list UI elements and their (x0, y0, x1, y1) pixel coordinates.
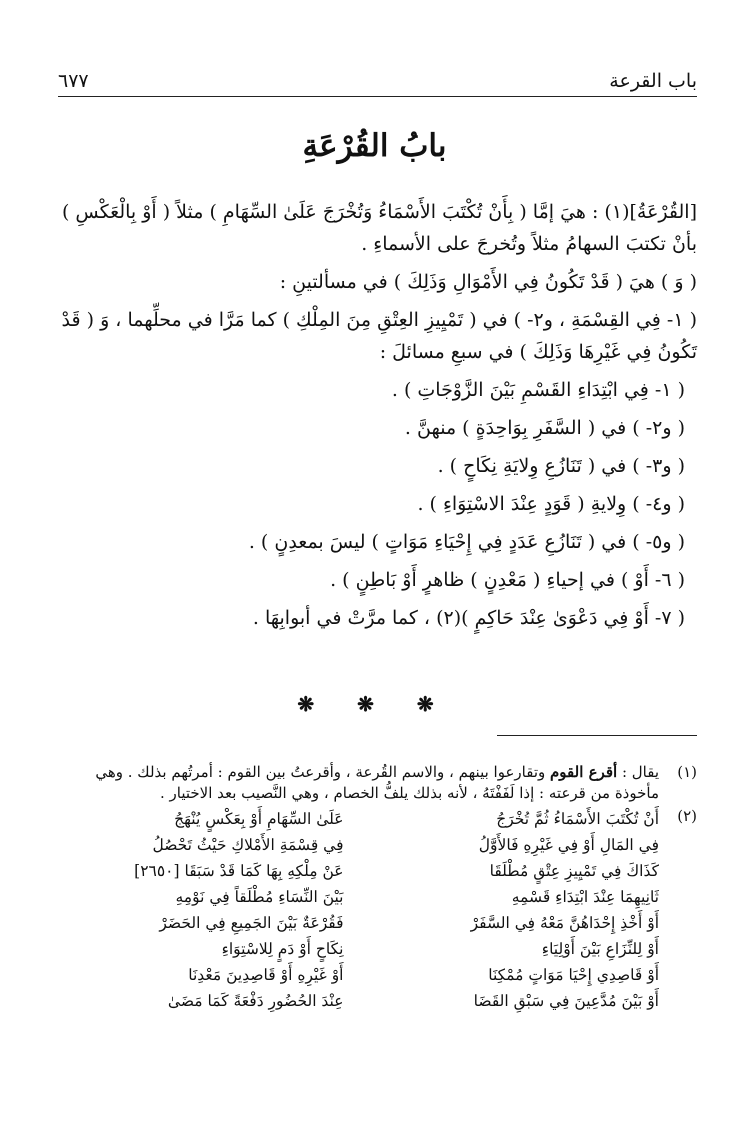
verse-first-half: أَوْ بَيْنَ مُدَّعِينَ فِي سَبْقِ القَضَا (473, 992, 659, 1010)
verse-first-half: كَذَاكَ فِي تَمْيِيزِ عِتْقٍ مُطْلَقَا (489, 862, 659, 880)
list-item: ( و٢- ) في ( السَّفَرِ بِوَاحِدَةٍ ) منهنَّ . (404, 417, 685, 439)
list-item: ( و٤- ) وِلايةِ ( قَوَدٍ عِنْدَ الاسْتِوَاءِ ) . (417, 493, 685, 515)
poem (58, 806, 659, 1014)
section-separator: ❋ ❋ ❋ (297, 692, 452, 716)
running-header (58, 58, 697, 97)
verse-first-half: أَنْ تُكْتَبَ الأَسْمَاءُ ثُمَّ تُخْرَجُ (496, 810, 659, 828)
footnote-lead: يقال : (617, 763, 659, 781)
footnote-number: (٢) (677, 807, 697, 825)
verse-first-half: فِي المَالِ أَوْ فِي غَيْرِهِ فَالأَوَّلُ (478, 836, 659, 854)
list-item: ( ٧- أَوْ فِي دَعْوَىٰ عِنْدَ حَاكِمٍ )(٢) ، كما مرَّتْ في أبوابِهَا . (252, 607, 685, 629)
main-text (58, 196, 697, 640)
header-title: باب القرعة (609, 70, 697, 92)
verse-first-half: أَوْ أَخْذِ إِحْدَاهُنَّ مَعْهُ فِي السَّفَرْ (470, 914, 659, 932)
footnote-divider (497, 735, 697, 736)
list-item: ( ١- فِي ابْتِدَاءِ القَسْمِ بَيْنَ الزَّوْجَاتِ ) . (391, 379, 685, 401)
verse-second-half: أَوْ غَيْرِهِ أَوْ قَاصِدِينَ مَعْدِنَا (188, 966, 344, 984)
footnotes (58, 762, 697, 1016)
footnote-number: (١) (677, 763, 697, 781)
verse-second-half: عَلَىٰ السِّهَامِ أَوْ بِعَكْسٍ يُنْهَجُ (174, 810, 344, 828)
verse-second-half: فَقُرْعَةٌ بَيْنَ الجَمِيعِ فِي الحَضَرْ (159, 914, 344, 932)
verse-second-half: فِي قِسْمَةِ الأَمْلاكِ حَيْثُ تَحْصُلُ (152, 836, 344, 854)
verse-second-half: نِكَاحٍ أَوْ دَمٍ لِلاسْتِوَاءِ (221, 940, 344, 958)
verse-first-half: أَوْ قَاصِدِي إِحْيَا مَوَاتٍ مُمْكِنَا (488, 966, 659, 984)
verse-second-half: عِنْدَ الحُضُورِ دَفْعَةً كَمَا مَضَىٰ (167, 992, 344, 1010)
other-cases-paragraph: ( ١- فِي القِسْمَةِ ، و٢- ) في ( تَمْيِيزِ العِتْقِ مِنَ المِلْكِ ) كما مَرَّا في محلِّهما ، وَ ( قَدْ تَكُونُ فِي غَيْرِهَا وَذَلِكَ ) في سبعِ مسائلَ : (61, 309, 697, 363)
verse-first-half: أَوْ لِلنِّزَاعِ بَيْنَ أَوْلِيَاءِ (541, 940, 659, 958)
footnote-2 (58, 806, 697, 1014)
page-number: ٦٧٧ (58, 70, 89, 92)
definition-paragraph: [القُرْعَةُ](١) : هيَ إمَّا ( بِأَنْ تُكْتَبَ الأَسْمَاءُ وَتُخْرَجَ عَلَىٰ السِّهَامِ ) مثلاً ( أَوْ بِالْعَكْسِ ) بأنْ تكتبَ السهامُ مثلاً وتُخرجَ على الأسماءِ . (61, 201, 697, 255)
property-cases-paragraph: ( وَ ) هيَ ( قَدْ تَكُونُ فِي الأَمْوَالِ وَذَلِكَ ) في مسألتينِ : (279, 271, 697, 293)
chapter-title: بابُ القُرْعَةِ (302, 128, 447, 164)
footnote-text (58, 762, 659, 804)
verse-second-half: عَنْ مِلْكِهِ بِهَا كَمَا قَدْ سَبَقَا [٢٦٥٠] (134, 862, 344, 880)
footnote-term: أقرع القوم (550, 763, 618, 781)
footnote-1 (58, 762, 697, 804)
list-item: ( و٣- ) في ( تَنَازُعِ وِلايَةِ نِكَاحٍ ) . (437, 455, 685, 477)
list-item: ( و٥- ) في ( تَنَازُعِ عَدَدٍ فِي إِحْيَاءِ مَوَاتٍ ) ليسَ بمعدِنٍ ) . (248, 531, 685, 553)
list-item: ( ٦- أَوْ ) في إحياءِ ( مَعْدِنٍ ) ظاهرٍ أَوْ بَاطِنٍ ) . (330, 569, 685, 591)
footnote-rest: وتقارعوا بينهم ، والاسم القُرعة ، وأقرعتُ بين القوم : أمرتُهم بذلك . وهي مأخوذة من قرعته : إذا لَفَفْتَهُ ، لأنه بذلك يلفُّ الخصام ، وهي النَّصيب بعد الاختيار . (95, 763, 659, 802)
verse-first-half: ثَانِيهِمَا عِنْدَ ابْتِدَاءِ قَسْمِهِ (511, 888, 659, 906)
verse-second-half: بَيْنَ النِّسَاءِ مُطْلَقاً فِي نَوْمِهِ (175, 888, 344, 906)
